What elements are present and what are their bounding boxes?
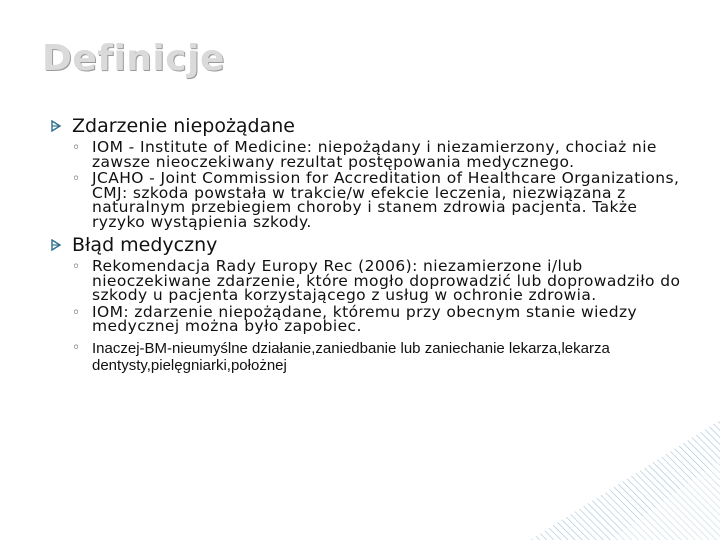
corner-decoration: [490, 420, 720, 540]
circle-bullet-icon: ◦: [72, 171, 81, 187]
section-heading: Zdarzenie niepożądane: [72, 115, 295, 137]
list-item: [72, 302, 690, 335]
circle-bullet-icon: ◦: [72, 339, 81, 356]
list-item-text: IOM: zdarzenie niepożądane, któremu przy obecnym stanie wiedzy medycznej można było zapobiec.: [92, 302, 638, 335]
list-item: [72, 171, 690, 229]
list-item: [72, 259, 690, 303]
list-item: [72, 340, 690, 374]
page-title: Definicje: [42, 38, 225, 79]
arrow-bullet-icon: [50, 120, 62, 132]
circle-bullet-icon: ◦: [72, 140, 81, 156]
list-item-text: Rekomendacja Rady Europy Rec (2006): niezamierzone i/lub nieoczekiwane zdarzenie, które mogło doprowadzić lub doprowadziło do szkody u pacjenta korzystającego z usług w ochronie zdrowia.: [92, 257, 681, 304]
section-heading: Błąd medyczny: [72, 234, 218, 256]
circle-bullet-icon: ◦: [72, 259, 81, 275]
arrow-bullet-icon: [50, 239, 62, 251]
bullet-list: [50, 114, 690, 374]
section-zdarzenie: [50, 114, 690, 229]
circle-bullet-icon: ◦: [72, 304, 81, 321]
list-item-text: IOM - Institute of Medicine: niepożądany i niezamierzony, chociaż nie zawsze nieoczekiwany rezultat postępowania medycznego.: [92, 138, 657, 171]
list-item-text: Inaczej-BM-nieumyślne działanie,zaniedbanie lub zaniechanie lekarza,lekarza dentysty,pielęgniarki,położnej: [92, 339, 610, 374]
list-item-text: JCAHO - Joint Commission for Accreditation of Healthcare Organizations, CMJ: szkoda powstała w trakcie/w efekcie leczenia, niezwiązana z naturalnym przebiegiem choroby i stanem zdrowia pacjenta. Także ryzyko wystąpienia szkody.: [92, 169, 680, 231]
list-item: [72, 140, 690, 169]
section-blad: [50, 233, 690, 374]
